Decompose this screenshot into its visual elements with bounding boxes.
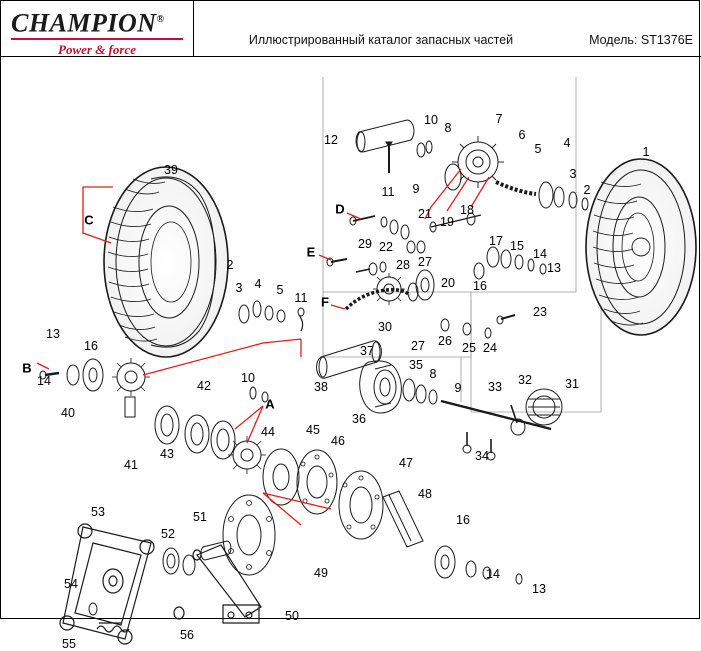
callout-number: 17 bbox=[489, 234, 503, 248]
brand-tagline: Power & force bbox=[58, 41, 136, 57]
callout-number: 46 bbox=[331, 434, 345, 448]
callout-number: 2 bbox=[226, 258, 234, 272]
callout-number: 29 bbox=[358, 237, 372, 251]
callout-number: 2 bbox=[583, 183, 591, 197]
brand-divider-rule bbox=[11, 38, 183, 40]
callout-number: 20 bbox=[441, 276, 455, 290]
part-group-chain bbox=[327, 216, 491, 338]
callout-number: 1 bbox=[642, 145, 650, 159]
callout-number: 24 bbox=[483, 341, 497, 355]
part-gearbox bbox=[360, 361, 402, 413]
callout-number: 18 bbox=[460, 203, 474, 217]
part-group-bottom-right bbox=[435, 546, 522, 584]
callout-number: 3 bbox=[569, 167, 577, 181]
part-group-right-shaft bbox=[403, 379, 562, 460]
brand-logo bbox=[11, 7, 191, 57]
callout-number: 34 bbox=[475, 449, 489, 463]
callout-number: 35 bbox=[409, 358, 423, 372]
callout-number: 21 bbox=[418, 207, 432, 221]
part-group-friction-discs bbox=[223, 449, 383, 575]
callout-number: 32 bbox=[518, 373, 532, 387]
page-title: Иллюстрированный каталог запасных частей bbox=[248, 33, 514, 47]
callout-number: 9 bbox=[412, 182, 420, 196]
callout-number: 55 bbox=[62, 637, 76, 651]
callout-number: 10 bbox=[424, 113, 438, 127]
callout-number: 38 bbox=[314, 380, 328, 394]
callout-number: 8 bbox=[429, 367, 437, 381]
callout-number: 51 bbox=[193, 510, 207, 524]
callout-number: 14 bbox=[486, 567, 500, 581]
callout-number: 16 bbox=[456, 513, 470, 527]
callout-number: 37 bbox=[360, 344, 374, 358]
callout-number: 5 bbox=[534, 142, 542, 156]
callout-number: 16 bbox=[84, 339, 98, 353]
callout-letter-f: F bbox=[321, 294, 329, 310]
callout-number: 26 bbox=[438, 334, 452, 348]
callout-number: 11 bbox=[294, 291, 308, 305]
part-group-small-washers bbox=[239, 301, 304, 331]
callout-number: 28 bbox=[396, 258, 410, 272]
callout-number: 4 bbox=[254, 277, 262, 291]
callout-number: 40 bbox=[61, 406, 75, 420]
callout-number: 48 bbox=[418, 487, 432, 501]
callout-number: 45 bbox=[306, 423, 320, 437]
callout-number: 39 bbox=[164, 163, 178, 177]
callout-number: 11 bbox=[381, 185, 395, 199]
callout-number: 56 bbox=[180, 628, 194, 642]
callout-letter-a: A bbox=[265, 396, 275, 412]
part-tire-right bbox=[583, 159, 696, 335]
callout-letter-b: B bbox=[22, 360, 32, 376]
callout-number: 47 bbox=[399, 456, 413, 470]
callout-number: 14 bbox=[37, 374, 51, 388]
callout-number: 33 bbox=[488, 380, 502, 394]
callout-number: 10 bbox=[241, 371, 255, 385]
brand-name: CHAMPION® bbox=[11, 8, 165, 38]
callout-number: 4 bbox=[563, 136, 571, 150]
part-group-bearings-51-52 bbox=[163, 541, 231, 575]
callout-number: 3 bbox=[235, 281, 243, 295]
callout-letter-e: E bbox=[306, 244, 316, 260]
callout-number: 44 bbox=[261, 425, 275, 439]
callout-number: 14 bbox=[533, 247, 547, 261]
callout-number: 5 bbox=[276, 283, 284, 297]
callout-number: 8 bbox=[444, 121, 452, 135]
callout-number: 13 bbox=[532, 582, 546, 596]
callout-number: 27 bbox=[411, 339, 425, 353]
callout-number: 49 bbox=[314, 566, 328, 580]
model-label: Модель: ST1376E bbox=[589, 33, 693, 47]
callout-letter-d: D bbox=[335, 201, 345, 217]
callout-number: 43 bbox=[160, 447, 174, 461]
callout-number: 53 bbox=[91, 505, 105, 519]
callout-number: 52 bbox=[161, 527, 175, 541]
callout-number: 22 bbox=[379, 240, 393, 254]
callout-number: 23 bbox=[533, 305, 547, 319]
callout-number: 30 bbox=[378, 320, 392, 334]
diagram-artwork bbox=[1, 57, 701, 619]
callout-number: 36 bbox=[352, 412, 366, 426]
callout-number: 42 bbox=[197, 379, 211, 393]
page-header bbox=[1, 1, 701, 57]
header-vertical-divider bbox=[193, 1, 194, 57]
exploded-diagram bbox=[1, 57, 701, 651]
callout-number: 25 bbox=[462, 341, 476, 355]
callout-number: 6 bbox=[518, 128, 526, 142]
callout-number: 50 bbox=[285, 609, 299, 623]
callout-number: 41 bbox=[124, 458, 138, 472]
callout-number: 7 bbox=[495, 112, 503, 126]
callout-number: 13 bbox=[547, 261, 561, 275]
callout-number: 27 bbox=[418, 255, 432, 269]
part-rod-48 bbox=[383, 491, 423, 547]
callout-number: 31 bbox=[565, 377, 579, 391]
callout-number: 13 bbox=[46, 327, 60, 341]
callout-number: 15 bbox=[510, 239, 524, 253]
callout-number: 19 bbox=[440, 215, 454, 229]
brand-registered-mark: ® bbox=[156, 14, 165, 25]
part-tire-left bbox=[104, 167, 228, 357]
callout-letter-c: C bbox=[84, 212, 94, 228]
callout-number: 12 bbox=[324, 133, 338, 147]
callout-number: 16 bbox=[473, 279, 487, 293]
callout-number: 9 bbox=[454, 381, 462, 395]
callout-number: 54 bbox=[64, 577, 78, 591]
